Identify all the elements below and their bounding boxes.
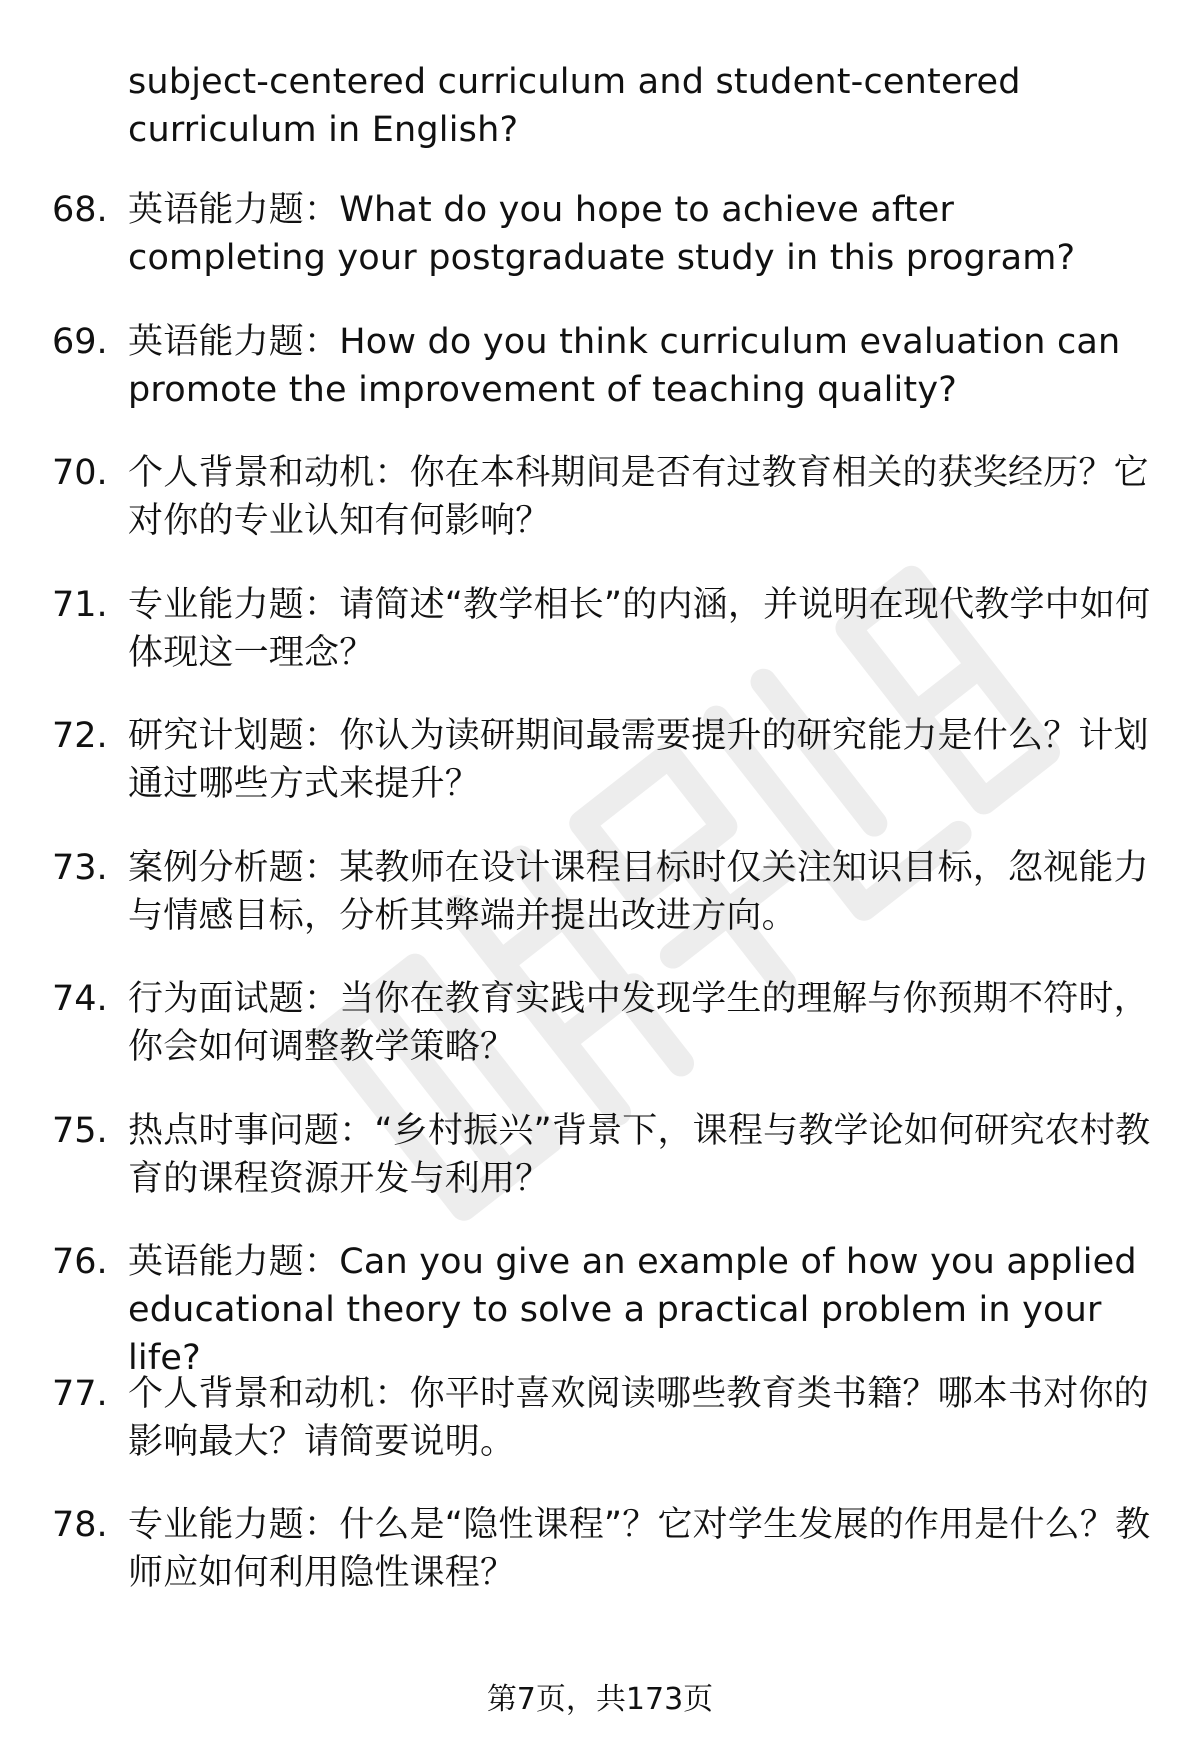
question-number: 70. — [52, 453, 108, 493]
question-text: 英语能力题：Can you give an example of how you applied educational theory to solve a practical problem in your life? — [128, 1242, 1137, 1378]
question-item — [0, 453, 1200, 585]
question-text: 个人背景和动机：你平时喜欢阅读哪些教育类书籍？哪本书对你的影响最大？请简要说明。 — [128, 1373, 1149, 1462]
question-item — [0, 585, 1200, 717]
question-number: 76. — [52, 1242, 108, 1282]
question-number: 71. — [52, 584, 108, 625]
page-footer: 第7页，共173页 — [486, 1682, 714, 1717]
question-item — [0, 190, 1200, 322]
question-number: 72. — [52, 716, 108, 756]
question-text: 专业能力题：请简述“教学相长”的内涵，并说明在现代教学中如何体现这一理念？ — [128, 584, 1151, 673]
question-text: 个人背景和动机：你在本科期间是否有过教育相关的获奖经历？它对你的专业认知有何影响？ — [128, 453, 1149, 541]
question-number: 73. — [52, 847, 108, 888]
question-item — [0, 1242, 1200, 1378]
question-text: 行为面试题：当你在教育实践中发现学生的理解与你预期不符时，你会如何调整教学策略？ — [128, 979, 1149, 1067]
question-number: 68. — [52, 190, 108, 230]
question-text: 研究计划题：你认为读研期间最需要提升的研究能力是什么？计划通过哪些方式来提升？ — [128, 716, 1149, 804]
question-list — [0, 190, 1200, 1637]
question-number: 69. — [52, 321, 108, 362]
question-item — [0, 322, 1200, 454]
question-text: 专业能力题：什么是“隐性课程”？它对学生发展的作用是什么？教师应如何利用隐性课程？ — [128, 1505, 1151, 1593]
question-text: 案例分析题：某教师在设计课程目标时仅关注知识目标，忽视能力与情感目标，分析其弊端并提出改进方向。 — [128, 847, 1149, 936]
continuation-text: subject-centered curriculum and student-centered curriculum in English? — [128, 62, 1021, 150]
question-item — [0, 1374, 1200, 1506]
question-item — [0, 979, 1200, 1111]
question-item — [0, 848, 1200, 980]
question-item — [0, 716, 1200, 848]
question-number: 75. — [52, 1110, 108, 1151]
question-text: 英语能力题：What do you hope to achieve after completing your postgraduate study in this program? — [128, 190, 1076, 278]
question-item — [0, 1111, 1200, 1243]
question-text: 英语能力题：How do you think curriculum evaluation can promote the improvement of teaching quality? — [128, 321, 1121, 410]
question-number: 74. — [52, 979, 108, 1019]
question-number: 78. — [52, 1505, 108, 1545]
question-item — [0, 1505, 1200, 1637]
question-number: 77. — [52, 1373, 108, 1414]
question-text: 热点时事问题：“乡村振兴”背景下，课程与教学论如何研究农村教育的课程资源开发与利用？ — [128, 1110, 1151, 1199]
